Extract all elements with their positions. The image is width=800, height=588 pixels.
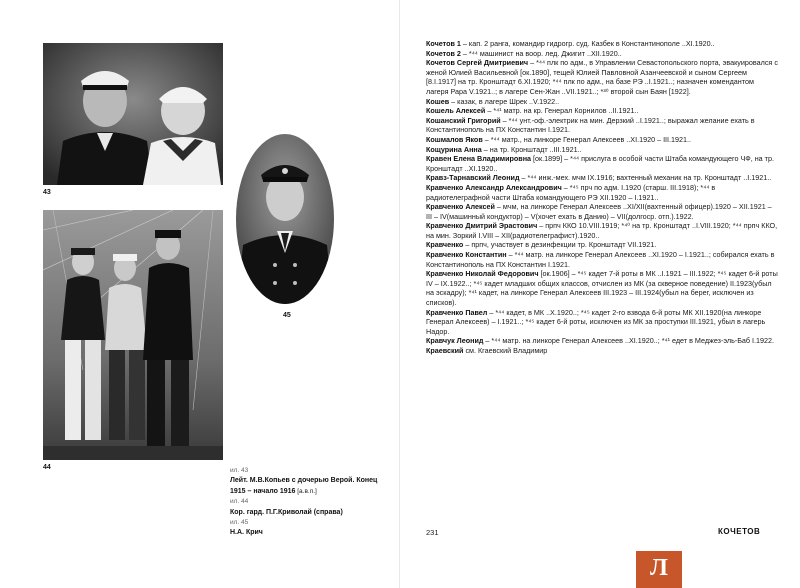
entry-text: – *⁴⁴ плк по адм., в Управлении Севастопольского порта, эвакуировался с женой Юлией Васильевной [ок.1890], тещей Юлией Павловной Азанчеевской и сыном Сергеем [8.I.1917] на тр. Кронштадт 6.XI.1920; *⁴⁴ плк по адм., на базе РЭ ..I.1921..; назначен комендантом лагеря Рара V.1921..; в лагере Сен-Жан ..VII.1921..; *³⁰ второй сын Баян [1922].	[426, 58, 778, 96]
entry-name: Кошель Алексей	[426, 106, 486, 116]
entry-text: – *⁴⁴ матр., на линкоре Генерал Алексеев ..XI.1920 – III.1921..	[482, 134, 692, 144]
photo-43-father-daughter	[43, 43, 223, 185]
entry	[426, 183, 778, 202]
figure-number-43: 43	[43, 189, 51, 196]
entry	[426, 106, 778, 116]
entry-text: – мчм, на линкоре Генерал Алексеев ..XI/XII(вахтенный офицер).1920 – XII.1921 – III – IV(машинный кондуктор) – V(хочет ехать в Данию) – VII(долгоср. отп.).1922.	[426, 202, 772, 221]
entry-name: Кошмалов Яков	[426, 134, 483, 144]
entry	[426, 221, 778, 240]
entry-name: Кошев	[426, 96, 450, 106]
page-number: 231	[426, 528, 439, 537]
entry-text: – *⁴⁴ машинист на воор. лед. Джигит ..XII.1920..	[460, 48, 622, 58]
entry	[426, 145, 778, 155]
entry-name: Кравченко Александр Александрович	[426, 182, 562, 192]
entry-name: Кравченко Алексей	[426, 202, 495, 212]
entry	[426, 308, 778, 337]
entry-text: – *⁴⁴ кадет, в МК ..X.1920..; *⁴⁵ кадет 2-го взвода 6-й роты МК XII.1920(на линкоре Генерал Алексеев) – I.1921..; *⁴⁵ кадет 6-й роты, исключен из МК за проступки III.1921, убыл в лагерь Надор.	[426, 307, 766, 336]
caption-43	[230, 466, 390, 497]
entry-text: [ок.1906] – *⁴⁵ кадет 7-й роты в МК ..I.1921 – III.1922; *⁴⁵ кадет 6-й роты IV – IX.1922..; *⁴⁵ кадет младших общих классов, отчислен из МК (за скверное поведение) II.1923(убыл на эскадру); *⁴¹ кадет, на линкоре Генерал Алексеев III.1923 – III.1924(убыл на берег, исключен из списков).	[426, 269, 778, 308]
entry-name: Кочетов 1	[426, 39, 461, 48]
entry	[426, 346, 778, 356]
dictionary-entries	[426, 39, 778, 356]
entry	[426, 250, 778, 269]
entry-text: см. Кгаевский Владимир	[463, 346, 548, 355]
entry-text: [ок.1899] – *⁴⁴ прислуга в особой части Штаба командующего ЧФ, на тр. Кронштадт ..XI.1920..	[426, 154, 774, 173]
caption-45-number: ил. 45	[230, 519, 249, 527]
entry	[426, 135, 778, 145]
entry-name: Краевский	[426, 346, 464, 355]
entry-name: Кравченко Константин	[426, 250, 507, 260]
photo-44-sailors	[43, 210, 223, 460]
entry-text: – *⁴⁴ инж.-мех. мчм IX.1916; вахтенный механик на тр. Кронштадт ..I.1921..	[519, 173, 772, 183]
entry-name: Кравченко Дмитрий Эрастович	[426, 221, 538, 231]
entry	[426, 336, 778, 346]
entry-name: Кравен Елена Владимировна	[426, 154, 532, 164]
figure-number-45: 45	[283, 312, 291, 319]
entry-text: – *⁴⁵ прч по адм. I.1920 (старш. III.1918); *⁴⁴ в радиотелеграфной части Штаба командующего РЭ XII.1920 – I.1921..	[426, 182, 716, 202]
entry	[426, 116, 778, 135]
entry	[426, 39, 778, 49]
caption-45	[230, 518, 390, 539]
running-head: КОЧЕТОВ	[718, 527, 761, 536]
caption-44	[230, 497, 390, 518]
entry-name: Кравченко	[426, 240, 464, 250]
entry	[426, 240, 778, 250]
entry-text: – *⁴¹ матр. на кр. Генерал Корнилов ..II.1921..	[485, 106, 639, 116]
entry-name: Кочетов Сергей Дмитриевич	[426, 58, 529, 68]
caption-43-source: [а.в.п.]	[295, 487, 317, 495]
entry-name: Кошанский Григорий	[426, 115, 501, 125]
entry-text: – казак, в лагере Шрек ..V.1922..	[449, 96, 560, 106]
entry-text: – *⁴⁴ матр. на линкоре Генерал Алексеев ..XI.1920..; *⁴¹ едет в Меджез-эль-Баб I.1922.	[483, 336, 775, 346]
entry-text: – *⁴⁴ унт.-оф.-электрик на мин. Дерзкий ..I.1921..; выражал желание ехать в Константинополь на ПХ Константин I.1921.	[426, 115, 755, 135]
entry	[426, 269, 778, 307]
entry	[426, 173, 778, 183]
entry-name: Кравчук Леонид	[426, 336, 484, 346]
logo-glyph: Л	[650, 555, 668, 581]
entry-text: – *⁴⁴ матр. на линкоре Генерал Алексеев ..XI.1920 – I.1921..; собирался ехать в Константинополь на ПХ Константин I.1921.	[426, 250, 775, 269]
entry-text: – прпч, участвует в дезинфекции тр. Кронштадт VII.1921.	[463, 240, 657, 250]
entry	[426, 97, 778, 107]
entry	[426, 154, 778, 173]
caption-44-number: ил. 44	[230, 498, 249, 506]
entry-name: Кравченко Павел	[426, 307, 488, 317]
entry	[426, 49, 778, 59]
caption-44-text: Кор. гард. П.Г.Криволай (справа)	[230, 508, 343, 516]
entry-name: Кравз-Тарнавский Леонид	[426, 173, 520, 183]
caption-45-text: Н.А. Крич	[230, 529, 263, 537]
entry-text: – кап. 2 ранга, командир гидрогр. суд. Казбек в Константинополе ..XI.1920..	[460, 39, 715, 48]
entry	[426, 58, 778, 96]
entry	[426, 202, 778, 221]
entry-name: Кощурина Анна	[426, 144, 482, 154]
figure-captions	[230, 466, 390, 539]
publisher-logo-icon	[636, 551, 682, 588]
entry-text: – на тр. Кронштадт ..III.1921..	[481, 144, 582, 154]
figure-number-44: 44	[43, 464, 51, 471]
entry-name: Кочетов 2	[426, 48, 461, 58]
photo-45-portrait	[235, 133, 335, 305]
entry-name: Кравченко Николай Федорович	[426, 269, 539, 279]
caption-43-text: Лейт. М.В.Копьев с дочерью Верой. Конец 1915 – начало 1916	[230, 477, 378, 495]
entry-text: – прпч ККО 10.VIII.1919; *⁴⁰ на тр. Кронштадт ..I.VIII.1920; *⁴⁴ прпч ККО, на мин. Зоркий I.VIII – XII(радиотелеграфист).1920..	[426, 221, 778, 240]
caption-43-number: ил. 43	[230, 467, 249, 474]
